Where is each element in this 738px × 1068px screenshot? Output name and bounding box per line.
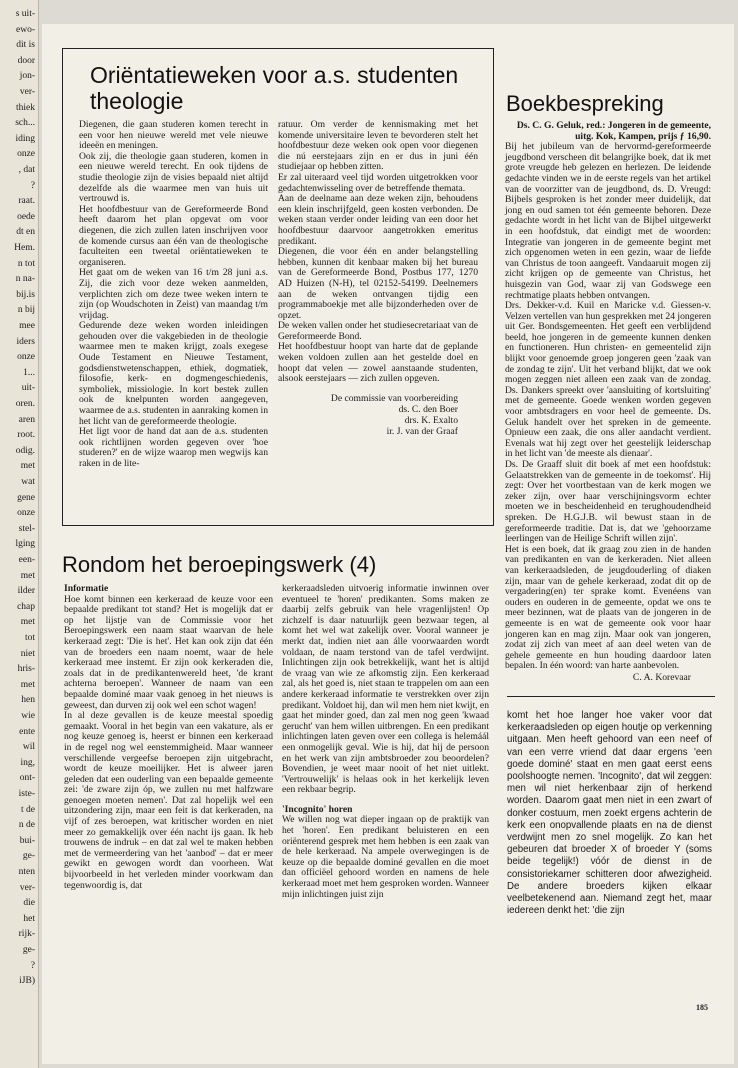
paragraph: Er zal uiteraard veel tijd worden uitgetrokken voor gedachtenwisseling over de betreffende themata. xyxy=(278,171,478,194)
left-page-text-fragment: thiek xyxy=(16,102,35,113)
article-title-orientatieweken: Oriëntatieweken voor a.s. studenten theologie xyxy=(90,62,459,114)
left-page-text-fragment: ilder xyxy=(17,586,35,597)
article1-column-2 xyxy=(278,120,478,437)
paragraph: De weken vallen onder het studiesecretariaat van de Gereformeerde Bond. xyxy=(278,320,478,342)
left-page-text-fragment: ewo- xyxy=(16,24,35,35)
left-page-text-fragment: iste- xyxy=(18,789,35,799)
paragraph: We willen nog wat dieper ingaan op de praktijk van het 'horen'. Een predikant beluisteren en een oriënterend gesprek met hem hebben is een zaak van de hele kerkeraad. Na ampele overwegingen is de keuze op die bepaalde dominé gevallen en die moet dan officiëel gehoord worden en namens de hele kerkeraad moet met hem gesproken worden. Wanneer mijn inlichtingen juist zijn xyxy=(282,814,489,900)
left-page-text-fragment: met xyxy=(20,570,35,581)
left-page-text-fragment: ver- xyxy=(19,882,35,893)
left-page-text-fragment: rijk- xyxy=(18,929,35,940)
reviewer-signature: C. A. Korevaar xyxy=(632,671,691,683)
paragraph: Het ligt voor de hand dat aan de a.s. studenten ook richtlijnen worden gegeven over 'hoe studeren?' en de wijze waarop men wegwijs kan raken in de lite- xyxy=(79,426,268,469)
article2-column-1 xyxy=(64,584,273,891)
left-page-text-fragment: wie xyxy=(21,711,35,721)
column-divider xyxy=(507,696,715,697)
left-page-text-fragment: iJB) xyxy=(19,976,35,987)
previous-page-edge xyxy=(0,0,39,1068)
left-page-text-fragment: n na- xyxy=(15,274,35,285)
paragraph: Ook zij, die theologie gaan studeren, komen in een nieuwe wereld terecht. En ook tijdens de studie theologie zijn de visies bepaald niet altijd dezelfde als die waarmee men van huis uit vertrouwd is. xyxy=(79,150,268,205)
left-page-text-fragment: het xyxy=(23,913,35,924)
left-page-text-fragment: wil xyxy=(22,742,35,753)
paragraph: Diegenen, die gaan studeren komen terecht in een voor hen nieuwe wereld met vele nieuwe ideeën en meningen. xyxy=(79,119,268,152)
left-page-text-fragment: ver- xyxy=(19,87,35,97)
left-page-text-fragment: uit- xyxy=(21,383,35,394)
signature-line: ir. J. van der Graaf xyxy=(386,425,458,437)
left-page-text-fragment: met xyxy=(20,461,35,472)
left-page-text-fragment: root. xyxy=(17,430,35,441)
paragraph: Het hoofdbestuur hoopt van harte dat de geplande weken voldoen zullen aan het gestelde doel en hoopt dat velen — zowel aanstaande studenten, alsook eerstejaars — zich zullen opgeven. xyxy=(278,341,478,385)
left-page-text-fragment: dit is xyxy=(16,40,35,51)
left-page-text-fragment: niet xyxy=(20,648,35,659)
signature-line: De commissie van voorbereiding xyxy=(330,392,458,404)
page-number: 185 xyxy=(696,1003,708,1012)
left-page-text-fragment: ge- xyxy=(22,851,35,862)
left-page-text-fragment: chap xyxy=(17,601,35,612)
left-page-text-fragment: stel- xyxy=(18,523,35,534)
left-page-text-fragment: bui- xyxy=(19,835,35,846)
paragraph: Aan de deelname aan deze weken zijn, behoudens een klein inschrijfgeld, geen kosten verbonden. De weken staan verder onder leiding van een door het hoofdbestuur daarvoor aangetrokken emeritus predikant. xyxy=(278,193,478,247)
signature-line: ds. C. den Boer xyxy=(398,403,458,415)
signature-line: drs. K. Exalto xyxy=(404,414,458,426)
left-page-text-fragment: ing, xyxy=(20,757,35,768)
left-page-text-fragment: t de xyxy=(21,804,35,815)
left-page-text-fragment: raat. xyxy=(18,196,35,207)
left-page-text-fragment: nten xyxy=(18,867,35,877)
book-header: Ds. C. G. Geluk, red.: Jongeren in de gemeente, uitg. Kok, Kampen, prijs ƒ 16,90. xyxy=(516,120,711,142)
left-page-text-fragment: ont- xyxy=(19,773,35,784)
left-page-text-fragment: ? xyxy=(30,180,35,191)
left-page-text-fragment: , dat xyxy=(18,165,35,175)
left-page-text-fragment: een- xyxy=(18,555,35,565)
left-page-text-fragment: dt en xyxy=(16,227,35,238)
left-page-text-fragment: oede xyxy=(17,211,35,222)
paragraph: Het is een boek, dat ik graag zou zien in de handen van predikanten en van de kerkeraden. Niet alleen van kerkeraadsleden, de jeugdouderling of diaken zijn, maar van de gehele kerkeraad, zodat dit op de vergadering(en) ter sprake komt. Evenéens van ouders en ouderen in de gemeente, opdat we ons te meer bezinnen, wat de plaats van de jongeren in de gemeente is en wat de gemeente ook voor haar jongeren kan en mag zijn. Maar ook van jongeren, zodat zij zich van meet af aan deel weten van de gehele gemeente en hun houding daardoor laten bepalen. In één woord: van harte aanbevolen. xyxy=(505,543,711,672)
paragraph: In al deze gevallen is de keuze meestal spoedig gemaakt. Vooral in het begin van een vakature, als er nog keuze genoeg is, heerst er binnen een kerkeraad in de regel nog wel eenstemmigheid. Maar wanneer verschillende vergeefse beroepen zijn uitgebracht, wordt de keuze moeilijker. Het is alweer jaren geleden dat een ouderling van een bepaalde gemeente zei: 'de zware zijn óp, we zullen nu met halfzware genoegen moeten nemen'. Dat zal hopelijk wel een uitzondering zijn, maar een feit is dat kerkeraden, na vijf of zes beroepen, wat kritischer worden en niet meer zo gemakkelijk over één nacht ijs gaan. Ik heb trouwens de indruk – en dat zal wel te maken hebben met de vermeerdering van het 'aanbod' – dat er meer gewikt en gewogen wordt dan voorheen. Wat bijvoorbeeld in het verleden minder voorkwam dan tegenwoordig is, dat xyxy=(64,710,273,891)
left-page-text-fragment: aren xyxy=(18,414,35,425)
left-page-text-fragment: ? xyxy=(30,960,35,971)
left-page-text-fragment: wat xyxy=(21,477,35,487)
left-page-text-fragment: sch... xyxy=(15,118,35,129)
paragraph: Ds. De Graaff sluit dit boek af met een hoofdstuk: Gelaatstrekken van de gemeente in de toekomst'. Hij zegt: Over het voortbestaan van de kerk mogen we zeker zijn, over haar verschijningsvorm echter moeten we in bescheidenheid en terughoudendheid spreken. De H.G.J.B. wil bewust staan in de gereformeerde traditie. Dat is, dat we 'gehoorzame leerlingen van de Heilige Schrift willen zijn'. xyxy=(505,459,711,545)
left-page-text-fragment: lging xyxy=(15,539,35,550)
left-page-text-fragment: iding xyxy=(15,133,35,144)
paragraph: komt het hoe langer hoe vaker voor dat kerkeraadsleden op eigen houtje op verkenning uitgaan. Men heeft gehoord van een neef of van een verre vriend dat daar ergens 'een goede dominé' staat en men gaat eerst eens poolshoogte nemen. 'Incognito', dat wil zeggen: men wil niet herkenbaar zijn of herkend worden. Daarom gaat men niet in een zwart of donker costuum, men zoekt ergens achterin de kerk een onopvallende plaats en na de dienst verdwijnt men zo snel mogelijk. Zo kan het gebeuren dat broeder X of broeder Y (soms beide tegelijk!) vóór de dienst in de consistoriekamer schitteren door afwezigheid. De andere broeders kijken elkaar veelbetekenend aan. Niemand zegt het, maar iedereen denkt het: 'die zijn xyxy=(507,710,712,917)
left-page-text-fragment: s uit- xyxy=(15,9,35,19)
paragraph: Hoe komt binnen een kerkeraad de keuze voor een bepaalde predikant tot stand? Het is mogelijk dat er op het lijstje van de Commissie voor het Beroepingswerk een naam staat waarvan de hele kerkeraad zegt: 'Die is het'. Het kan ook zijn dat één van de broeders een naam noemt, waar de hele kerkeraad mee instemt. Er zijn ook kerkeraden die, zoals dat in de predikantenwereld heet, 'de krant achterna beroepen'. Wanneer de naam van een bepaalde dominé maar vaak genoeg in het nieuws is geweest, dan durven zij ook wel een schot wagen! xyxy=(64,593,273,711)
left-page-text-fragment: n bij xyxy=(17,305,35,316)
paragraph: Diegenen, die voor één en ander belangstelling hebben, kunnen dit kenbaar maken bij het bureau van de Gereformeerde Bond, Postbus 177, 1270 AD Huizen (N-H), tel 02152-54199. Deelnemers aan de weken ontvangen tijdig een programmaboekje met alle bijzonderheden over de opzet. xyxy=(278,246,478,321)
left-page-text-fragment: oren. xyxy=(15,399,35,409)
left-page-text-fragment: odig. xyxy=(15,445,35,456)
left-page-text-fragment: iders xyxy=(16,336,35,347)
paragraph: Bij het jubileum van de hervormd-gereformeerde jeugdbond verscheen dit belangrijke boek, dat ik met grote vreugde heb gelezen en herlezen. De leidende gedachte vinden we in de eerste regels van het artikel van de voorzitter van de jeugdbond, ds. D. Vreugd: Bijbels gesproken is het zonder meer duidelijk, dat jong en oud samen tot één gemeente behoren. Deze gedachte wordt in het licht van de Bijbel uitgewerkt in een hoofdstuk, dat eindigt met de woorden: Integratie van jongeren in de gemeente begint met zich opgenomen weten in een gezin, waar de liefde van Christus de toon aangeeft. Vandaaruit mogen zij zicht krijgen op de gemeente van Christus, het huisgezin van God, waar zij van Godswege een rechtmatige plaats hebben ontvangen. xyxy=(505,141,711,301)
left-page-text-fragment: ente xyxy=(19,726,35,737)
paragraph: kerkeraadsleden uitvoerig informatie inwinnen over eventueel te 'horen' predikanten. Soms maken ze daarbij zelfs gebruik van hele vragenlijsten! Op zichzelf is daar natuurlijk geen bezwaar tegen, al komt het wel wat zakelijk over. Vooral wanneer je merkt dat, indien niet aan álle voorwaarden wordt voldaan, de naam terstond van de tafel verdwijnt. Inlichtingen zijn ook betrekkelijk, want het is altijd de vraag van wie ze afkomstig zijn. Een kerkeraad zal, als het goed is, niet staan te trappelen om aan een andere kerkeraad informatie te verstrekken over zijn predikant. Voldoet hij, dan wil men hem niet kwijt, en gaat het minder goed, dan zal men nog geen 'kwaad gerucht' van hem willen uitbrengen. En een predikant inlichtingen laten geven over een collega is helemáál een onmogelijk geval. Wie is hij, dat hij de persoon en het werk van zijn ambtsbroeder zou beoordelen? Bovendien, je weet maar nooit of het niet uitlekt. 'Vertrouwelijk' is helaas ook in het kerkelijk leven een rekbaar begrip. xyxy=(282,583,489,796)
left-page-text-fragment: die xyxy=(23,898,35,909)
paragraph: ratuur. Om verder de kennismaking met het komende universitaire leven te bevorderen stelt het hoofdbestuur deze weken ook open voor diegenen die nú eerstejaars zijn en er dus in juni één studiejaar op hebben zitten. xyxy=(278,119,478,173)
left-page-text-fragment: n de xyxy=(18,820,35,831)
left-page-text-fragment: n tot xyxy=(17,258,35,269)
article-title-boekbespreking: Boekbespreking xyxy=(506,91,664,116)
article-title-beroepingswerk: Rondom het beroepingswerk (4) xyxy=(62,552,377,577)
left-page-text-fragment: Hem. xyxy=(14,243,35,253)
left-page-text-fragment: jon- xyxy=(19,71,35,82)
subheading: 'Incognito' horen xyxy=(282,803,353,815)
left-page-text-fragment: met xyxy=(20,679,35,690)
left-page-text-fragment: met xyxy=(20,617,35,628)
left-page-text-fragment: onze xyxy=(17,508,35,519)
article1-column-1 xyxy=(79,120,268,470)
paragraph: Gedurende deze weken worden inleidingen gehouden over die vakgebieden in de theologie waarmee men te maken krijgt, zoals exegese Oude Testament en Nieuwe Testament, godsdienstwetenschappen, ethiek, dogmatiek, filosofie, kerk- en dogmengeschiedenis, symboliek, missiologie. In kort bestek zullen ook de knelpunten worden aangegeven, waarmee de a.s. studenten in aanraking komen in het licht van de gereformeerde theologie. xyxy=(79,320,268,427)
left-page-text-fragment: ge- xyxy=(22,945,35,955)
article2-column-3 xyxy=(507,710,712,917)
left-page-text-fragment: gene xyxy=(17,492,35,503)
left-page-text-fragment: hen xyxy=(21,695,35,706)
left-page-text-fragment: door xyxy=(17,55,35,66)
left-page-text-fragment: mee xyxy=(19,321,35,331)
article3-column xyxy=(505,121,711,683)
subheading: Informatie xyxy=(64,583,109,594)
left-page-text-fragment: onze xyxy=(17,149,35,160)
left-page-text-fragment: onze xyxy=(17,352,35,363)
left-page-text-fragment: tot xyxy=(24,633,35,643)
left-page-text-fragment: bij.is xyxy=(16,289,35,300)
left-page-text-fragment: 1... xyxy=(23,367,35,378)
left-page-text-fragment: hris- xyxy=(17,664,35,675)
paragraph: Drs. Dekker-v.d. Kuil en Maricke v.d. Giessen-v. Velzen vertellen van hun gesprekken met 24 jongeren uit Ger. Bondsgemeenten. Het geeft een verblijdend beeld, hoe jongeren in de gemeente kunnen denken en functioneren. Hun christen- en gemeentelid zijn blijkt voor genoemde groep jongeren geen 'zaak van de zondag te zijn'. Uit het verband blijkt, dat we ook mogen zeggen niet alleen een zaak van de zondag. Ds. Dankers spreekt over 'aansluiting of kortsluiting' met de gemeente. Goede wenken worden gegeven voor ambtsdragers en voor heel de gemeente. Ds. Geluk handelt over het spreken in de gemeente. Opnieuw een zaak, die ons aller aandacht verdient. Evenals wat hij zegt over het geestelijk leiderschap in het licht van 'de meeste als dienaar'. xyxy=(505,300,711,460)
article2-column-2 xyxy=(282,584,489,900)
paragraph: Het gaat om de weken van 16 t/m 28 juni a.s. Zij, die zich voor deze weken aanmelden, verplichten zich om deze twee weken intern te zijn (op Woudschoten in Zeist) van maandag t/m vrijdag. xyxy=(79,267,268,321)
paragraph: Het hoofdbestuur van de Gereformeerde Bond heeft daarom het plan opgevat om voor diegenen, die zich zullen laten inschrijven voor de komende cursus aan één van de theologische faculteiten een tweetal oriëntatieweken te organiseren. xyxy=(79,203,268,268)
